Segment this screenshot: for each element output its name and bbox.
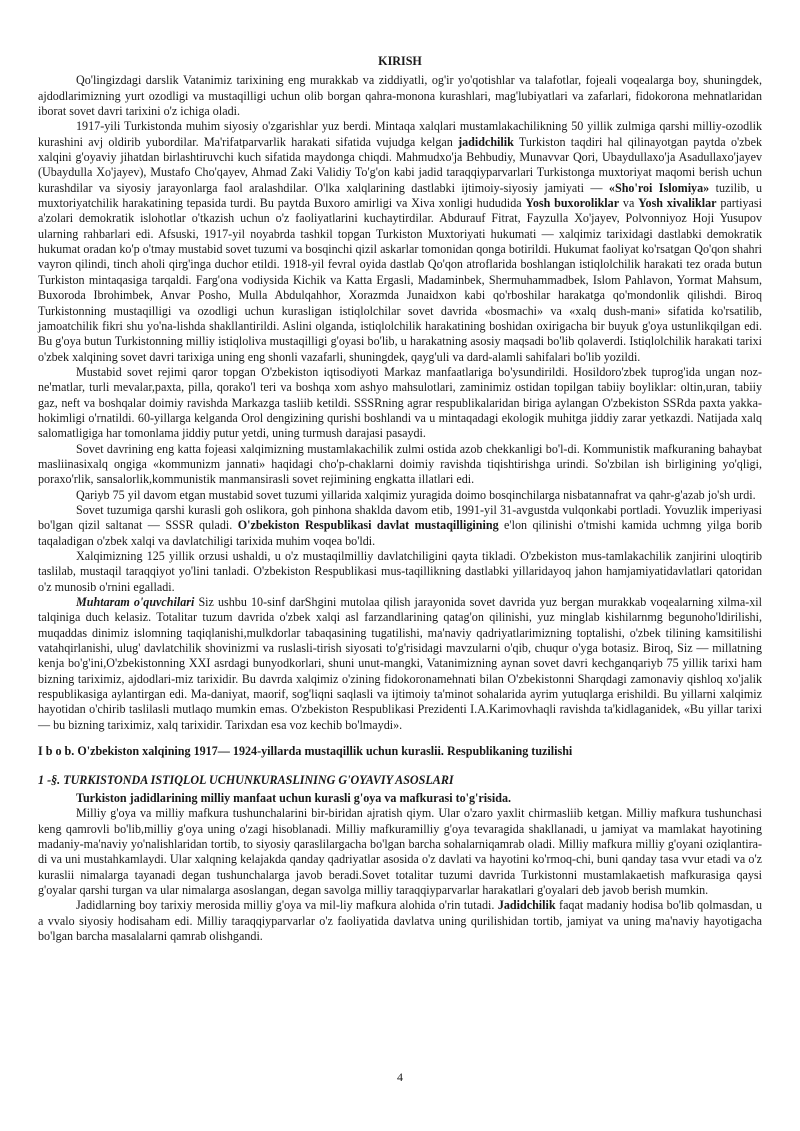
page-number: 4 — [397, 1070, 403, 1084]
paragraph-economy: Mustabid sovet rejimi qaror topgan O'zbekiston iqtisodiyoti Markaz manfaatlariga bo'ysundirildi. Hosildoro'zbek tuprog'ida ungan noz-ne'matlar, turli mevalar,paxta, pilla, qorako'l teri va boshqa xom ashyo mahsulotlari, zaminimiz ostidan topilgan tabiiy boyliklar: oltin,uran, tabiiy gaz, neft va boshqalar doimiy ravishda Markazga tasliib ketildi. SSSRning agrar respublikalaridan biriga aylangan O'zbekiston SSRda paxta yakka-hokimligi o'rnatildi. 60-yillarga kelganda Orol dengizining qurishi boshlandi va u mintaqadagi ekologik muhitga jiddiy zarar yetkazdi. Natijada xalq salomatligiga har tomonlama jiddiy putur yetdi, uning turmush darajasi pasaydi. — [38, 364, 762, 441]
paragraph-national-idea: Milliy g'oya va milliy mafkura tushunchalarini bir-biridan ajratish qiym. Ular o'zaro yaxlit chirmasliib ketgan. Milliy mafkura tushunchasi keng qamrovli bo'lib,milliy g'oya uning o'zagi hisoblanadi. Milliy mafkuramilliy g'oya tevaragida shakllanadi, u jamiyat va mamlakat hayotining madaniy-ma'naviy yo'nalishlaridan tortib, to siyosiy qaraslilargacha bo'lgan barcha sohalarniqamrab oladi. Milliy mafkura milliy g'oyani oziqlantira-di va uni mustahkamlaydi. Ular xalqning kelajakda qanday qadriyatlar asosida o'z davlati va hayotini ko'rmoq-chi, buni qanday tasa vvur etadi va o'z kuraslii nimalarga tayanadi degan tushunchalarga javob beradi.Sovet totalitar tuzumi davrida Turkistonni mustamlakaetish mafkurasiga qaysi g'oyalar qarshi turgan va ular nimalarga asoslangan, degan savolga milliy taraqqiyparvarlar harakatlari g'oyalari deb javob berish mumkin. — [38, 806, 762, 897]
term-davlat-mustaqilligi: O'zbekiston Respublikasi davlat mustaqilligining — [237, 518, 499, 533]
document-page — [38, 50, 762, 944]
page-title: KIRISH — [378, 54, 422, 68]
paragraph-independence: Sovet tuzumiga qarshi kurasli goh oslikora, goh pinhona shaklda davom etib, 1991-yil 31-avgustda vulqonkabi portladi. Yovuzlik imperiyasi bo'lgan qizil saltanat — SSSR quladi. O'zbekiston Respublikasi davlat mustaqilligining e'lon qilinishi o'tmishi kamida uchmng yilga borib taqaladigan o'zbek xalqi va davlatchiligi tarixida muhim voqea bo'ldi. — [38, 502, 763, 548]
paragraph-tragedy: Sovet davrining eng katta fojeasi xalqimizning mustamlakachilik zulmi ostida azob chekkanligi bo'l-di. Kommunistik mafkuraning bahaybat masliinasixalq ongiga «kommunizm jannati» haqidagi cho'p-chaklarni doimiy ravishda tiqishtirishga urindi. So'zbilan ish birligining yo'qligi, poraxo'rlik, sansalorlik,kommunistik manmansirasli sovet rejimining engkatta illatlari edi. — [38, 441, 762, 487]
address-lead: Muhtaram o'quvchilari — [76, 595, 195, 610]
paragraph-jadid-heritage: Jadidlarning boy tarixiy merosida milliy g'oya va mil-liy mafkura alohida o'rin tutadi. Jadidchilik faqat madaniy hodisa bo'lib qolmasdan, u a vvalo siyosiy hodisaham edi. Milliy taraqqiyparvarlar o'z faoliyatida davlatva uning qurilishidan tortib, jamiyat va uning ma'naviy hayotigacha bo'lgan barcha masalalarni qamrab olishgandi. — [38, 898, 762, 943]
term-shoroi-islomiya: «Sho'roi Islomiya» — [608, 180, 710, 195]
paragraph-75-years: Qariyb 75 yil davom etgan mustabid sovet tuzumi yillarida xalqimiz yuragida doimo bosqinchilarga nisbatannafrat va qahr-g'azab jo'sh urdi. — [76, 487, 756, 502]
term-jadidchilik: jadidchilik — [458, 134, 514, 149]
term-yosh-xivaliklar: Yosh xivaliklar — [638, 196, 717, 211]
intro-paragraph: Qo'lingizdagi darslik Vatanimiz tarixining eng murakkab va ziddiyatli, og'ir yo'qotishlar va talafotlar, fojeali voqealarga boy, shuningdek, ajdodlarimizning yurt ozodligi va mustaqilligi uchun olib borgan qahra-monona kurashlari, mag'lubiyatlari va zafarlari, fidokorona mehnatlaridan iborat sovet davri tarixini o'z ichiga oladi. — [38, 73, 762, 119]
term-jadidchilik-2: Jadidchilik — [497, 898, 556, 913]
paragraph-students: Muhtaram o'quvchilari Siz ushbu 10-sinf darShgini mutolaa qilish jarayonida sovet davrida yuz bergan murakkab voqealarning xilma-xil talqiniga duch kelasiz. Totalitar tuzum davrida o'zbek xalqi asl farzandlarining qatag'on qilinishi, yuz minglab kishilarnmg begunoho'ldirilishi, muqaddas dinimiz islomning taqiqlanishi,mulkdorlar tabaqasining tugatilishi, ma'naviy qadriyatlarimizning toptalishi, o'zbek tilining kamsitilishi vatahqirlanishi, ulug' davlatchilik shovinizmi va ruslasli-tirish siyosati to'g'risidagi mavzularni o'qib, chuqur o'yga botasiz. Biroq, Siz — millatning kenja bo'g'ini,O'zbekistonning XXI asrdagi bunyodkorlari, shuni unut-mangki, Vatanimizning aynan sovet davri kechganqariyb 75 yillik tarixi ham bizning tariximiz, ajdodlari-miz tarixidir. Bu davrda xalqimiz o'zining fidokoronamehnati bilan O'zbekistonni Sharqdagi zamonaviy qishloq xo'jalik respublikasiga aylantirgan edi. Ma-daniyat, maorif, sog'liqni saqlasli va ijtimoiy ta'minot sohalarida ayrim yutuqlarga erishildi. Bu yillarni xalqimiz hayotidan o'chirib taslilasli mutlaqo mumkin emas. O'zbekiston Respublikasi Prezidenti I.A.Karimovhaqli ravishda ta'kidlaganidek, «Bu yillar tarixi — bu bizning tariximiz, xalq tarixidir. Tarixdan esa voz kechib bo'lmaydi». — [38, 595, 762, 732]
paragraph-1917: 1917-yili Turkistonda muhim siyosiy o'zgarishlar yuz berdi. Mintaqa xalqlari mustamlakachilikning 50 yillik zulmiga qarshi milliy-ozodlik kurashini avj oldirib yubordilar. Ma'rifatparvarlik harakati sifatida vujudga kelgan jadidchilik Turkiston taqdiri hal qilinayotgan paytda o'zbek xalqini g'oyaviy jihatdan birlashtiruvchi kuch sifatida maydonga chiqdi. Mahmudxo'ja Behbudiy, Munavvar Qori, Ubaydullaxo'ja Asadullaxo'jayev (Ubaydulla Xo'jayev), Mustafo Cho'qayev, Ahmad Zaki Validiy To'g'on kabi jadid taraqqiyparvarlari Turkistonga muxtoriyat maqomi berish uchun kurashdilar va siyosiy jarayonlarga faol aralashdilar. O'lka xalqlarining dastlabki ijtimoiy-siyosiy jamiyati — «Sho'roi Islomiya» tuzilib, u muxtoriyatchilik harakatining tepasida turdi. Bu paytda Buxoro amirligi va Xiva xonligi hududida Yosh buxoroliklar va Yosh xivaliklar partiyasi a'zolari demokratik islohotlar o'tkazish uchun o'z faoliyatlarini kuchaytirdilar. Abdurauf Fitrat, Fayzulla Xo'jayev, Polvonniyoz Hoji Yusupov ularning rahbarlari edi. Afsuski, 1917-yil noyabrda tashkil topgan Turkiston Muxtoriyati hukumati — xalqimiz tarixidagi dastlabki demokratik hukumat oradan ko'p o'tmay mustabid sovet tuzumi va bosqinchi qizil askarlar tomonidan qonga botirildi. Hukumat faoliyat ko'rsatgan Qo'qon shahri vayron qilindi, tinch aholi qirg'inga duchor etildi. 1918-yil fevral oyida dastlab Qo'qon atroflarida boshlangan istiqlolchilik harakati tez orada butun Turkiston mintaqasiga tarqaldi. Farg'ona vodiysida Kichik va Katta Ergasli, Madaminbek, Shermuhammadbek, Islom Pahlavon, Yormat Mahsum, Buxoroda Ibrohimbek, Anvar Posho, Mulla Abdulqahhor, Xorazmda Junaidxon kabi qo'rboshilar harakatga qo'mondonlik qilishdi. Biroq Turkistonning mustaqilligi va ozodligi uchun kurasligan istiqlolchilar sovet davrida «bosmachi» va «xalq dush-mani» sifatida ko'rsatilib, jamoatchilik fikri shu yo'na-lishda shakllantirildi. Aslini olganda, istiqlolchilik harakatining boshidan oxirigacha bir buyuk g'oya ustunlikqilgan edi. Bu g'oya butun Turkistonning milliy istiqloliva mustaqilligi g'oyasi bo'lib, u harakatning asosiy maqsadi bo'lib qolaverdi. Istiqlolchilik harakati tarixi o'zbek xalqining sovet davri tarixiga uning eng shonli vazafarli, shuningdek, qayg'uli va dard-alamli sahifalari bo'lib yozildi. — [38, 119, 762, 364]
chapter-heading: I b o b. O'zbekiston xalqining 1917— 1924-yillarda mustaqillik uchun kuraslii. Respublikaning tuzilishi — [38, 744, 573, 759]
section-heading: 1 -§. TURKISTONDA ISTIQLOL UCHUNKURASLINING G'OYAVIY ASOSLARI — [38, 773, 454, 788]
term-yosh-buxoroliklar: Yosh buxoroliklar — [525, 196, 620, 211]
paragraph-125-years: Xalqimizning 125 yillik orzusi ushaldi, u o'z mustaqilmilliy davlatchiligini qayta tikladi. O'zbekiston mus-tamlakachilik zanjirini uloqtirib taslilab, mustaqil taraqqiyot yo'lini tanladi. O'zbekiston Respublikasi mus-taqillikning dastlabki yillaridayoq jahon hamjamiyatidavlatlari qatoridan o'z munosib o'rnini egalladi. — [38, 549, 762, 594]
subsection-heading: Turkiston jadidlarining milliy manfaat uchun kurasli g'oya va mafkurasi to'g'risida. — [76, 790, 512, 805]
